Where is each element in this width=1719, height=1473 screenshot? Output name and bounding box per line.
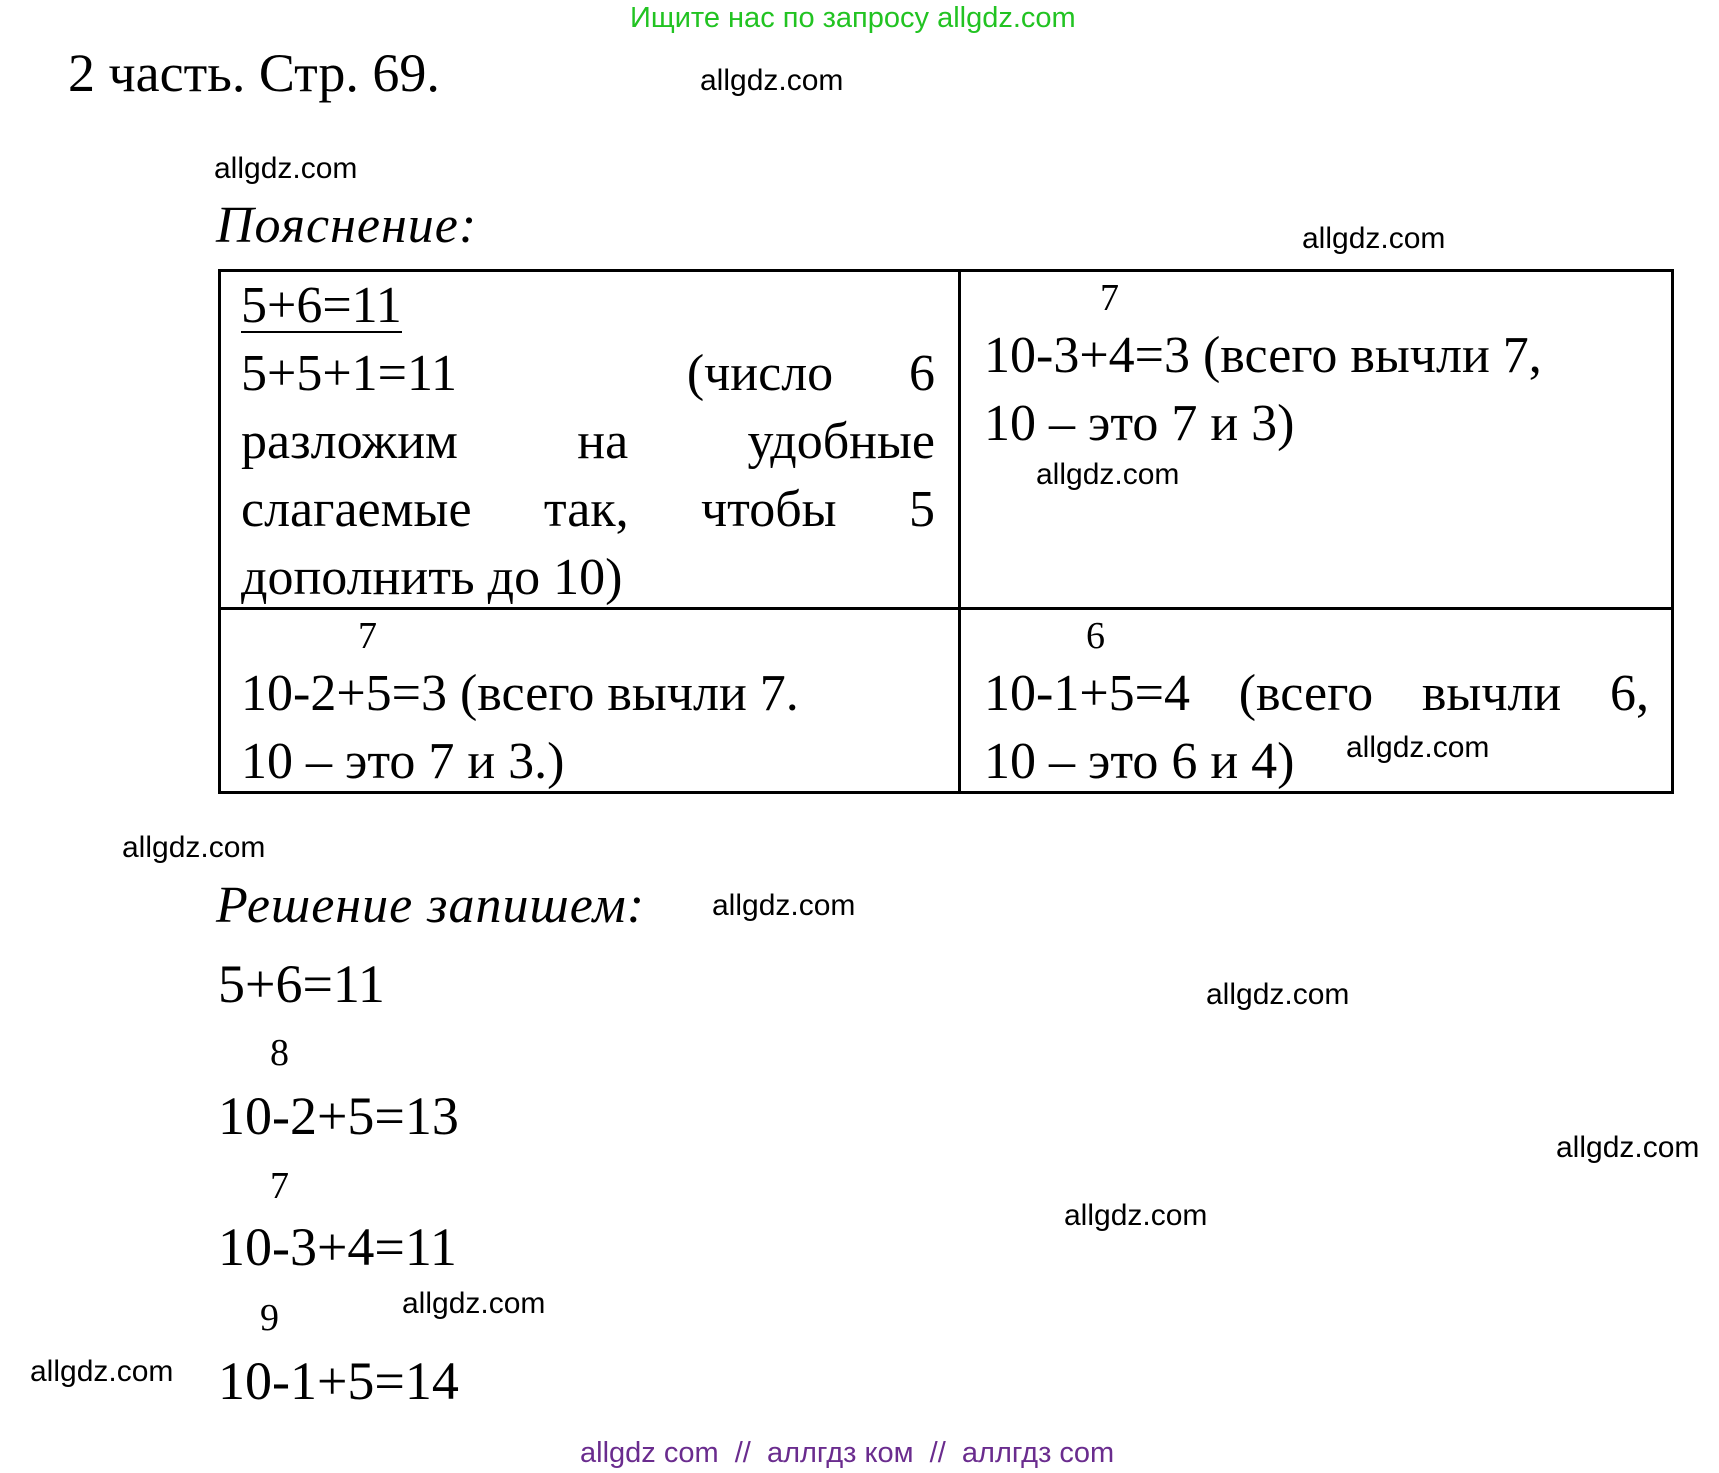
cell1-line: дополнить до 10) [241, 549, 623, 606]
watermark: allgdz.com [1036, 458, 1180, 491]
cell1-line: разложим на удобные [241, 413, 935, 470]
watermark: allgdz.com [1556, 1131, 1700, 1164]
table-border-divider [958, 269, 961, 794]
explanation-heading: Пояснение: [216, 197, 478, 254]
table-border-left [218, 269, 221, 794]
top-banner: Ищите нас по запросу allgdz.com [630, 2, 1076, 34]
solution-equation-4: 10-1+5=14 [218, 1351, 459, 1411]
solution-equation-1: 5+6=11 [218, 954, 385, 1014]
table-cell-2: 10-3+4=3 (всего вычли 7, 10 – это 7 и 3) [984, 327, 1542, 452]
cell1-line: 5+5+1=11 (число 6 [241, 345, 935, 402]
watermark: allgdz.com [1302, 222, 1446, 255]
watermark: allgdz.com [402, 1287, 546, 1320]
cell2-superscript: 7 [1100, 277, 1119, 319]
cell1-line: слагаемые так, чтобы 5 [241, 481, 935, 538]
watermark: allgdz.com [700, 64, 844, 97]
solution-superscript-3: 7 [270, 1165, 289, 1207]
solution-superscript-4: 9 [260, 1297, 279, 1339]
table-cell-1 [241, 272, 935, 612]
table-cell-4: 10-1+5=4 (всего вычли 6, 10 – это 6 и 4) [984, 665, 1649, 790]
watermark: allgdz.com [214, 152, 358, 185]
solution-heading: Решение запишем: [216, 877, 646, 934]
solution-equation-3: 10-3+4=11 [218, 1217, 457, 1277]
watermark: allgdz.com [712, 889, 856, 922]
solution-superscript-2: 8 [270, 1032, 289, 1074]
watermark: allgdz.com [1064, 1199, 1208, 1232]
table-border-right [1671, 269, 1674, 794]
page-title: 2 часть. Стр. 69. [68, 43, 440, 103]
watermark: allgdz.com [1346, 731, 1490, 764]
footer-watermark: allgdz com // аллгдз ком // аллгдз com [580, 1437, 1115, 1469]
watermark: allgdz.com [30, 1355, 174, 1388]
underlined-equation: 5+6=11 [241, 277, 402, 334]
solution-equation-2: 10-2+5=13 [218, 1086, 459, 1146]
cell3-superscript: 7 [358, 615, 377, 657]
watermark: allgdz.com [122, 831, 266, 864]
cell4-superscript: 6 [1086, 615, 1105, 657]
watermark: allgdz.com [1206, 978, 1350, 1011]
table-cell-3: 10-2+5=3 (всего вычли 7. 10 – это 7 и 3.) [241, 665, 799, 790]
